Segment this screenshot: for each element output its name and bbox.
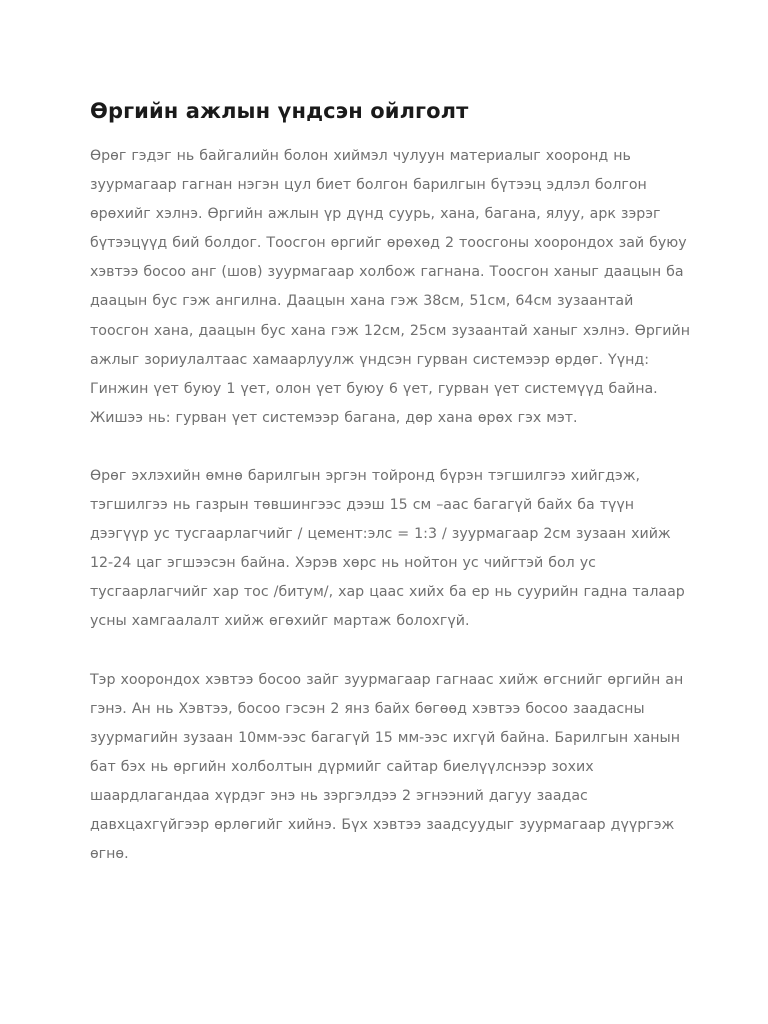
document-title: Өргийн ажлын үндсэн ойлголт: [90, 99, 469, 123]
paragraph-3: Тэр хоорондох хэвтээ босоо зайг зуурмагаар гагнаас хийж өгснийг өргийн ан гэнэ. Ан нь Хэвтээ, босоо гэсэн 2 янз байх бөгөөд хэвтээ босоо заадасны зуурмагийн зузаан 10мм-ээс багагүй 15 мм-ээс ихгүй байна. Барилгын ханын бат бэх нь өргийн холболтын дүрмийг сайтар биелүүлснээр зохих шаардлагандаа хүрдэг энэ нь зэргэлдээ 2 эгнээний дагуу заадас давхцахгүйгээр өрлөгийг хийнэ. Бүх хэвтээ заадсуудыг зуурмагаар дүүргэж өгнө.: [90, 671, 684, 863]
paragraph-2: Өрөг эхлэхийн өмнө барилгын эргэн тойронд бүрэн тэгшилгээ хийгдэж, тэгшилгээ нь газрын төвшингээс дээш 15 см –аас багагүй байх ба түүн дээгүүр ус тусгаарлагчийг / цемент:элс = 1:3 / зуурмагаар 2см зузаан хийж 12-24 цаг эгшээсэн байна. Хэрэв хөрс нь нойтон ус чийгтэй бол ус тусгаарлагчийг хар тос /битум/, хар цаас хийх ба ер нь суурийн гадна талаар усны хамгаалалт хийж өгөхийг мартаж болохгүй.: [90, 467, 685, 630]
paragraph-1: Өрөг гэдэг нь байгалийн болон хиймэл чулуун материалыг хооронд нь зуурмагаар гагнан нэгэн цул биет болгон барилгын бүтээц эдлэл болгон өрөхийг хэлнэ. Өргийн ажлын үр дүнд суурь, хана, багана, ялуу, арк зэрэг бүтээцүүд бий болдог. Тоосгон өргийг өрөхөд 2 тоосгоны хоорондох зай буюу хэвтээ босоо анг (шов) зуурмагаар холбож гагнана. Тоосгон ханыг даацын ба даацын бус гэж ангилна. Даацын хана гэж 38см, 51см, 64см зузаантай тоосгон хана, даацын бус хана гэж 12см, 25см зузаантай ханыг хэлнэ. Өргийн ажлыг зориулалтаас хамаарлуулж үндсэн гурван системээр өрдөг. Үүнд: Гинжин үет буюу 1 үет, олон үет буюу 6 үет, гурван үет системүүд байна. Жишээ нь: гурван үет системээр багана, дөр хана өрөх гэх мэт.: [90, 148, 691, 426]
document-body: [90, 96, 690, 898]
